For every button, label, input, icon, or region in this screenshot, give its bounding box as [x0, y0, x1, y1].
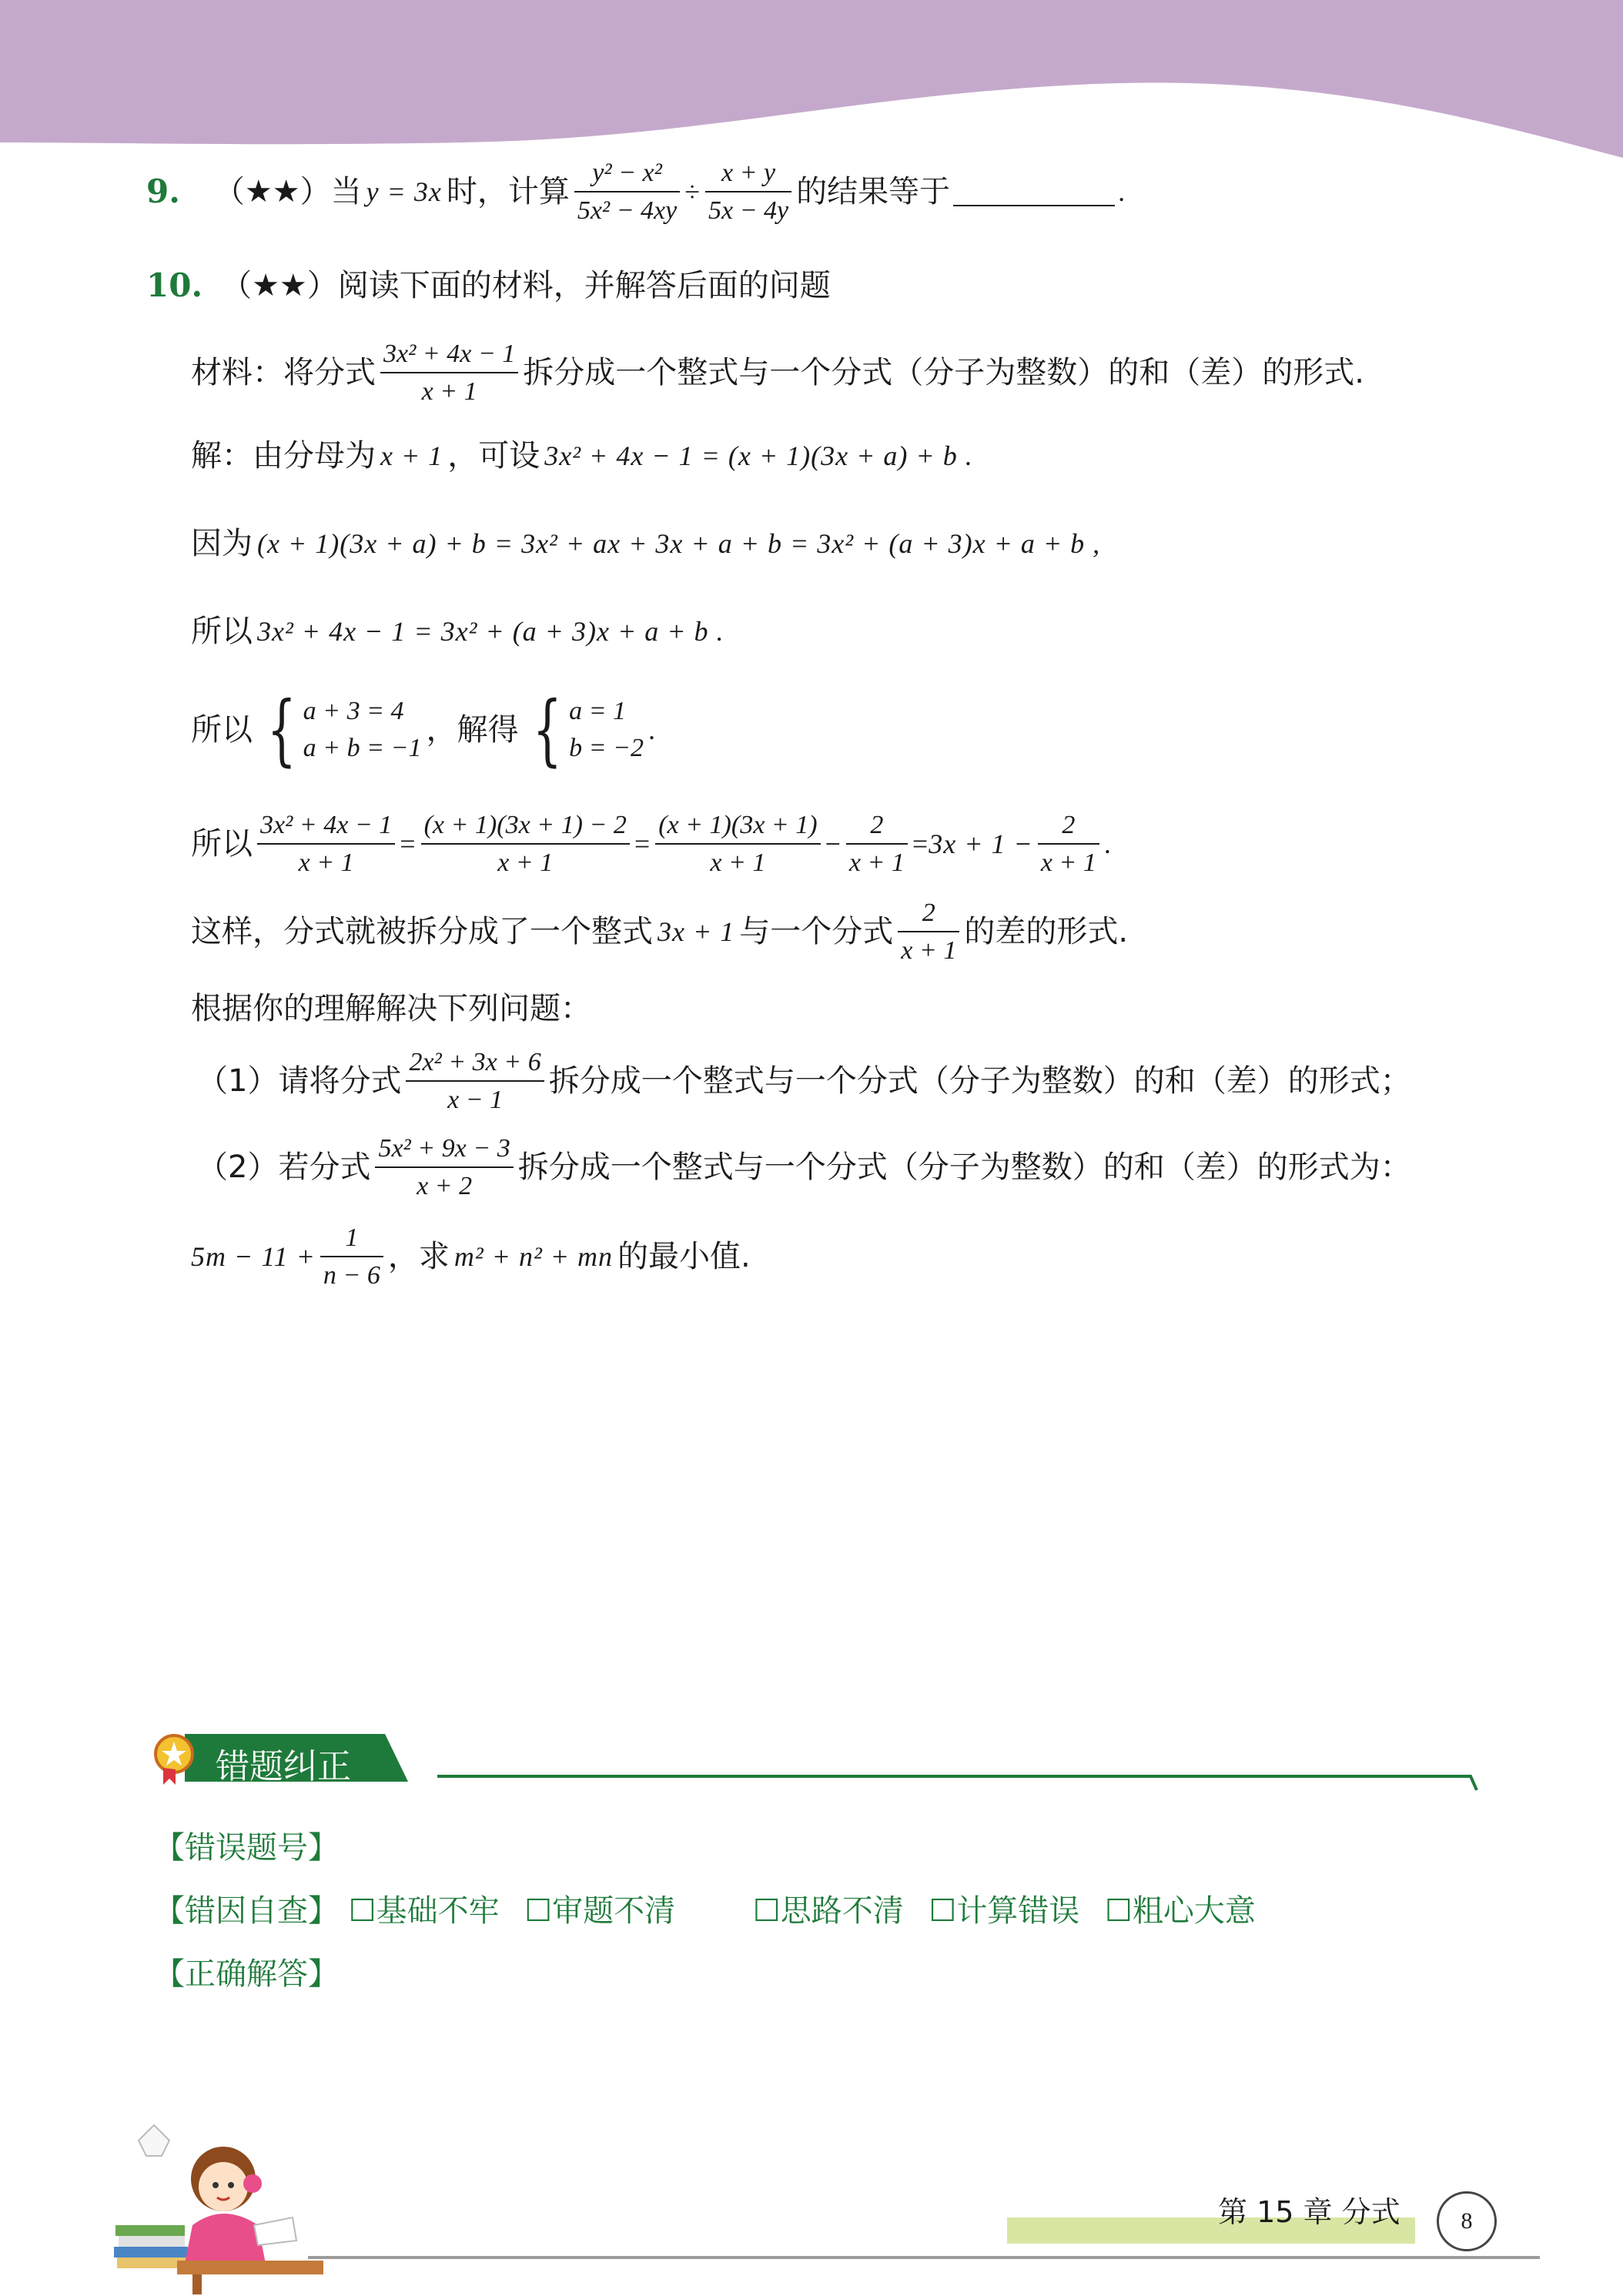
fraction-bar [257, 843, 395, 845]
fraction-numerator: y² − x² [592, 159, 662, 187]
fraction [320, 1223, 383, 1290]
fraction-denominator: x + 2 [417, 1172, 473, 1201]
fraction-denominator: 5x² − 4xy [577, 196, 678, 226]
math-expression: (x + 1)(3x + a) + b = 3x² + ax + 3x + a + b = 3x² + (a + 3)x + a + b , [257, 528, 1101, 559]
math-expression: x + 1 [380, 440, 443, 471]
part-label: （2）若分式 [197, 1150, 371, 1186]
part-label: （1）请将分式 [197, 1063, 402, 1099]
equation-row: a + 3 = 4 [303, 697, 404, 725]
fraction-bar [406, 1080, 544, 1082]
task-line [191, 993, 591, 1024]
because-label: 因为 [191, 526, 253, 561]
fraction-numerator: 5x² + 9x − 3 [378, 1134, 510, 1163]
checkbox-calculation-error[interactable]: ☐计算错误 [929, 1893, 1080, 1929]
difficulty-stars: （★★） [213, 174, 331, 210]
fraction-denominator: x + 1 [298, 848, 354, 878]
so-label: 所以 [191, 826, 253, 862]
punctuation: . [1103, 828, 1112, 860]
fraction-numerator: x + y [721, 159, 776, 187]
fraction-bar [320, 1256, 383, 1257]
brace: { [266, 684, 296, 775]
fraction-denominator: n − 6 [323, 1261, 380, 1290]
solution-line [191, 438, 973, 474]
so-text: ，解得 [426, 712, 519, 748]
solution-label: 解：由分母为 [191, 438, 376, 474]
solution-text: ，可设 [447, 438, 540, 474]
part-text: 拆分成一个整式与一个分式（分子为整数）的和（差）的形式为： [517, 1150, 1411, 1186]
fraction-denominator: x + 1 [497, 848, 554, 878]
answer-blank[interactable] [953, 177, 1115, 206]
part-2 [197, 1133, 1411, 1201]
fraction-numerator: 3x² + 4x − 1 [260, 811, 393, 839]
checkbox-unclear-thinking[interactable]: ☐思路不清 [752, 1893, 904, 1929]
so-line-2 [191, 684, 656, 775]
material-line [191, 339, 1364, 407]
question-10 [146, 266, 831, 304]
question-text: 阅读下面的材料，并解答后面的问题 [337, 268, 831, 303]
math-expression: 5m − 11 + [191, 1241, 316, 1273]
thus-text: 的差的形式. [964, 914, 1129, 950]
equation-system [257, 684, 422, 775]
equation-system [523, 684, 644, 775]
fraction-denominator: 5x − 4y [708, 196, 789, 226]
so-label: 所以 [191, 614, 253, 649]
fraction [380, 339, 518, 407]
fraction-denominator: x − 1 [447, 1086, 504, 1115]
fraction-denominator: x + 1 [421, 377, 477, 407]
question-9 [146, 158, 1126, 226]
fraction-bar [421, 843, 630, 845]
part-text: ，求 [387, 1239, 450, 1275]
math-expression: 3x + 1 [658, 916, 735, 948]
fraction-numerator: 2x² + 3x + 6 [409, 1048, 541, 1076]
fraction [375, 1133, 513, 1201]
material-label: 材料：将分式 [191, 355, 376, 391]
section-divider [437, 1775, 1471, 1778]
header-wave-banner [0, 0, 1623, 177]
thus-line [191, 898, 1128, 966]
footer-line [308, 2256, 1540, 2259]
fraction-numerator: 3x² + 4x − 1 [383, 340, 516, 368]
fraction [898, 898, 959, 966]
fraction [257, 810, 395, 878]
fraction [846, 810, 908, 878]
so-label: 所以 [191, 712, 253, 748]
question-text: 时，计算 [446, 174, 570, 210]
operator: = [400, 828, 417, 860]
checkbox-misread-question[interactable]: ☐审题不清 [524, 1893, 676, 1929]
error-cause-label: 【错因自查】 [154, 1893, 339, 1929]
operator: = [634, 828, 651, 860]
equation-row: a + b = −1 [303, 734, 422, 762]
question-number: 9. [146, 172, 180, 211]
because-line [191, 528, 1100, 559]
fraction-numerator: (x + 1)(3x + 1) − 2 [423, 811, 627, 839]
thus-text: 与一个分式 [739, 914, 894, 950]
math-expression: 3x² + 4x − 1 = (x + 1)(3x + a) + b . [544, 440, 973, 471]
fraction-bar [655, 843, 820, 845]
operator: = [912, 828, 929, 860]
fraction-numerator: 2 [922, 899, 935, 927]
fraction-bar [574, 191, 680, 192]
checkbox-basics-weak[interactable]: ☐基础不牢 [348, 1893, 500, 1929]
error-cause-row [154, 1886, 1271, 1930]
section-divider-tip [1463, 1775, 1478, 1793]
difficulty-stars: （★★） [221, 268, 338, 303]
part-2-continuation [191, 1223, 751, 1290]
question-number: 10. [146, 266, 203, 304]
error-number-label: 【错误题号】 [154, 1830, 339, 1866]
math-expression: 3x² + 4x − 1 = 3x² + (a + 3)x + a + b . [257, 616, 724, 647]
part-1 [197, 1047, 1411, 1115]
fraction-bar [898, 931, 959, 932]
punctuation: . [648, 715, 656, 745]
punctuation: . [1118, 176, 1126, 208]
fraction-numerator: 2 [1062, 811, 1076, 839]
fraction [574, 158, 680, 226]
condition-expression: y = 3x [366, 176, 442, 208]
operator: − [825, 828, 842, 860]
question-text: 的结果等于 [796, 174, 951, 210]
equation-row: a = 1 [569, 697, 627, 725]
fraction-bar [705, 191, 791, 192]
equation-row: b = −2 [569, 734, 644, 762]
math-expression: 3x + 1 − [929, 828, 1033, 860]
fraction-denominator: x + 1 [901, 936, 957, 966]
fraction [705, 158, 791, 226]
math-expression: m² + n² + mn [453, 1241, 614, 1273]
fraction-bar [375, 1166, 513, 1168]
fraction [421, 810, 630, 878]
student-girl-illustration [108, 2110, 323, 2294]
fraction-denominator: x + 1 [710, 848, 766, 878]
chapter-title: 第 15 章 分式 [1218, 2195, 1400, 2229]
part-text: 拆分成一个整式与一个分式（分子为整数）的和（差）的形式； [548, 1063, 1411, 1099]
so-line-1 [191, 616, 724, 647]
fraction-numerator: 1 [345, 1223, 359, 1252]
so-line-3 [191, 810, 1112, 878]
fraction-bar [846, 843, 908, 845]
error-number-row [154, 1823, 354, 1867]
fraction [655, 810, 820, 878]
fraction-denominator: x + 1 [848, 848, 905, 878]
fraction [1038, 810, 1099, 878]
error-section-title: 错题纠正 [216, 1747, 351, 1786]
checkbox-careless[interactable]: ☐粗心大意 [1105, 1893, 1256, 1929]
fraction-bar [380, 372, 518, 373]
page-number: 8 [1437, 2191, 1497, 2251]
part-text: 的最小值. [617, 1239, 751, 1275]
thus-text: 这样，分式就被拆分成了一个整式 [191, 914, 653, 950]
fraction-denominator: x + 1 [1040, 848, 1096, 878]
fraction [406, 1047, 544, 1115]
fraction-numerator: 2 [870, 811, 884, 839]
fraction-bar [1038, 843, 1099, 845]
fraction-numerator: (x + 1)(3x + 1) [658, 811, 818, 839]
brace: { [533, 684, 563, 775]
operator: ÷ [684, 176, 701, 208]
correct-answer-row [154, 1950, 354, 1993]
correct-answer-label: 【正确解答】 [154, 1956, 339, 1992]
task-text: 根据你的理解解决下列问题： [191, 991, 591, 1026]
question-text: 当 [330, 174, 362, 210]
material-text: 拆分成一个整式与一个分式（分子为整数）的和（差）的形式. [523, 355, 1364, 391]
